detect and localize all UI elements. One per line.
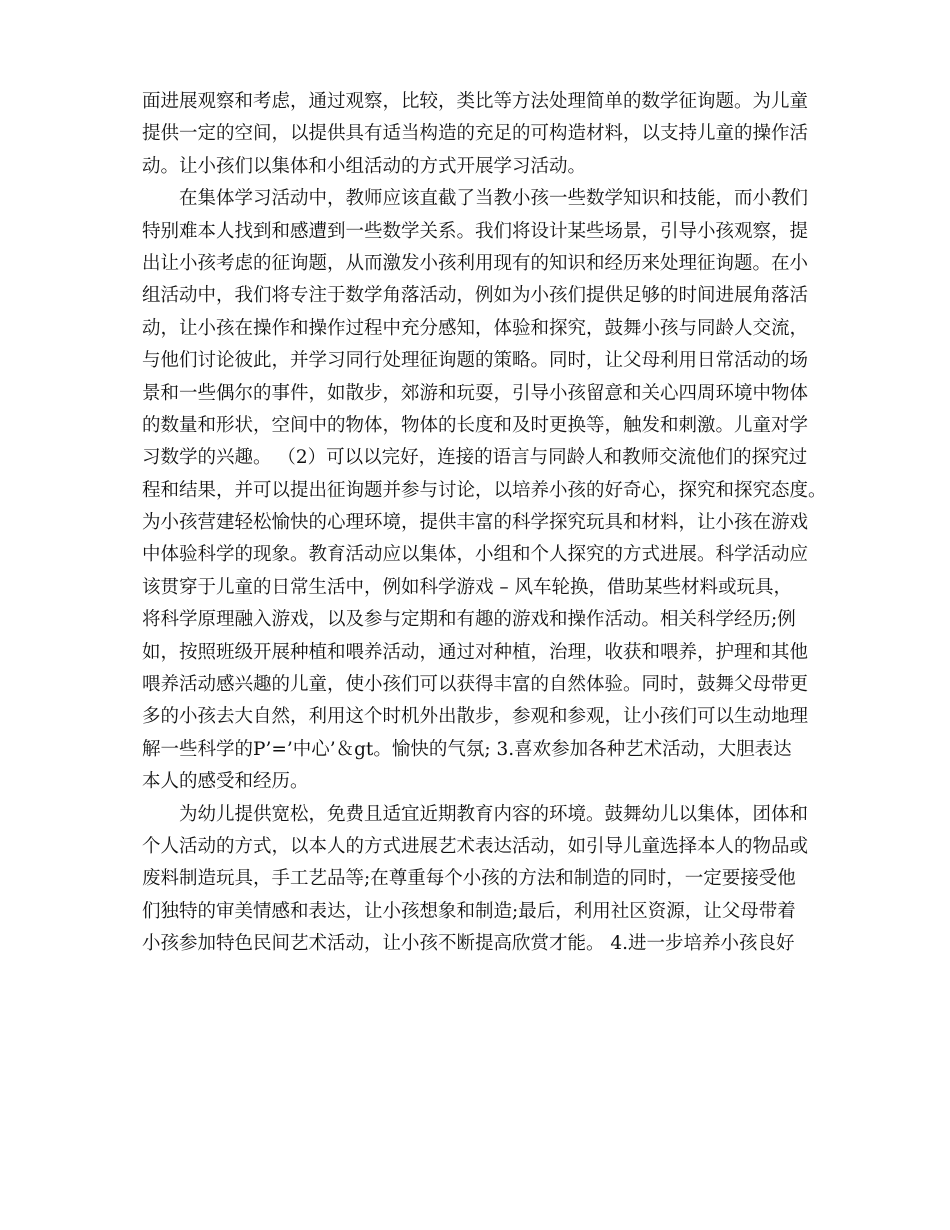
text-line: 中体验科学的现象。教育活动应以集体，小组和个人探究的方式进展。科学活动应 — [142, 544, 809, 566]
text-line: 动，让小孩在操作和操作过程中充分感知，体验和探究，鼓舞小孩与同龄人交流， — [142, 317, 809, 339]
text-line: 程和结果，并可以提出征询题并参与讨论，以培养小孩的好奇心，探究和探究态度。 — [142, 479, 827, 501]
text-line: 的数量和形状，空间中的物体，物体的长度和及时更换等，触发和刺激。儿童对学 — [142, 414, 809, 436]
text-line: 面进展观察和考虑，通过观察，比较，类比等方法处理简单的数学征询题。为儿童 — [142, 91, 809, 112]
text-line: 多的小孩去大自然，利用这个时机外出散步，参观和参观，让小孩们可以生动地理 — [142, 706, 809, 728]
text-line: 个人活动的方式，以本人的方式进展艺术表达活动，如引导儿童选择本人的物品或 — [142, 835, 809, 857]
text-line: 组活动中，我们将专注于数学角落活动，例如为小孩们提供足够的时间进展角落活 — [142, 285, 809, 307]
text-line: 该贯穿于儿童的日常生活中，例如科学游戏 – 风车轮换，借助某些材料或玩具， — [142, 576, 793, 598]
text-line: 喂养活动感兴趣的儿童，使小孩们可以获得丰富的自然体验。同时，鼓舞父母带更 — [142, 674, 809, 696]
text-line: 将科学原理融入游戏，以及参与定期和有趣的游戏和操作活动。相关科学经历;例 — [142, 609, 796, 631]
text-line: 废料制造玩具，手工艺品等;在尊重每个小孩的方法和制造的同时，一定要接受他 — [142, 868, 796, 890]
text-line: 小孩参加特色民间艺术活动，让小孩不断提高欣赏才能。 4.进一步培养小孩良好 — [142, 933, 795, 955]
text-line: 提供一定的空间，以提供具有适当构造的充足的可构造材料，以支持儿童的操作活 — [142, 123, 809, 145]
text-line: 出让小孩考虑的征询题，从而激发小孩利用现有的知识和经历来处理征询题。在小 — [142, 252, 809, 274]
body-text — [142, 86, 827, 961]
text-line: 如，按照班级开展种植和喂养活动，通过对种植，治理，收获和喂养，护理和其他 — [142, 641, 809, 663]
paragraph — [142, 86, 812, 183]
text-line: 在集体学习活动中，教师应该直截了当教小孩一些数学知识和技能，而小教们 — [179, 188, 809, 210]
text-line: 与他们讨论彼此，并学习同行处理征询题的策略。同时，让父母利用日常活动的场 — [142, 350, 809, 372]
text-line: 习数学的兴趣。 （2）可以以完好，连接的语言与同龄人和教师交流他们的探究过 — [142, 447, 808, 469]
text-line: 为小孩营建轻松愉快的心理环境，提供丰富的科学探究玩具和材料，让小孩在游戏 — [142, 512, 809, 534]
text-line: 景和一些偶尔的事件，如散步，郊游和玩耍，引导小孩留意和关心四周环境中物体 — [142, 382, 809, 404]
paragraph — [142, 183, 827, 798]
text-line: 本人的感受和经历。 — [142, 771, 309, 793]
paragraph — [142, 799, 812, 961]
text-line: 解一些科学的P’=’中心’＆gt。愉快的气氛; 3.喜欢参加各种艺术活动，大胆表达 — [142, 738, 792, 760]
text-line: 们独特的审美情感和表达，让小孩想象和制造;最后，利用社区资源，让父母带着 — [142, 900, 796, 922]
text-line: 特别难本人找到和感遭到一些数学关系。我们将设计某些场景，引导小孩观察，提 — [142, 220, 809, 242]
text-line: 为幼儿提供宽松，免费且适宜近期教育内容的环境。鼓舞幼儿以集体，团体和 — [179, 803, 809, 825]
text-line: 动。让小孩们以集体和小组活动的方式开展学习活动。 — [142, 155, 587, 177]
